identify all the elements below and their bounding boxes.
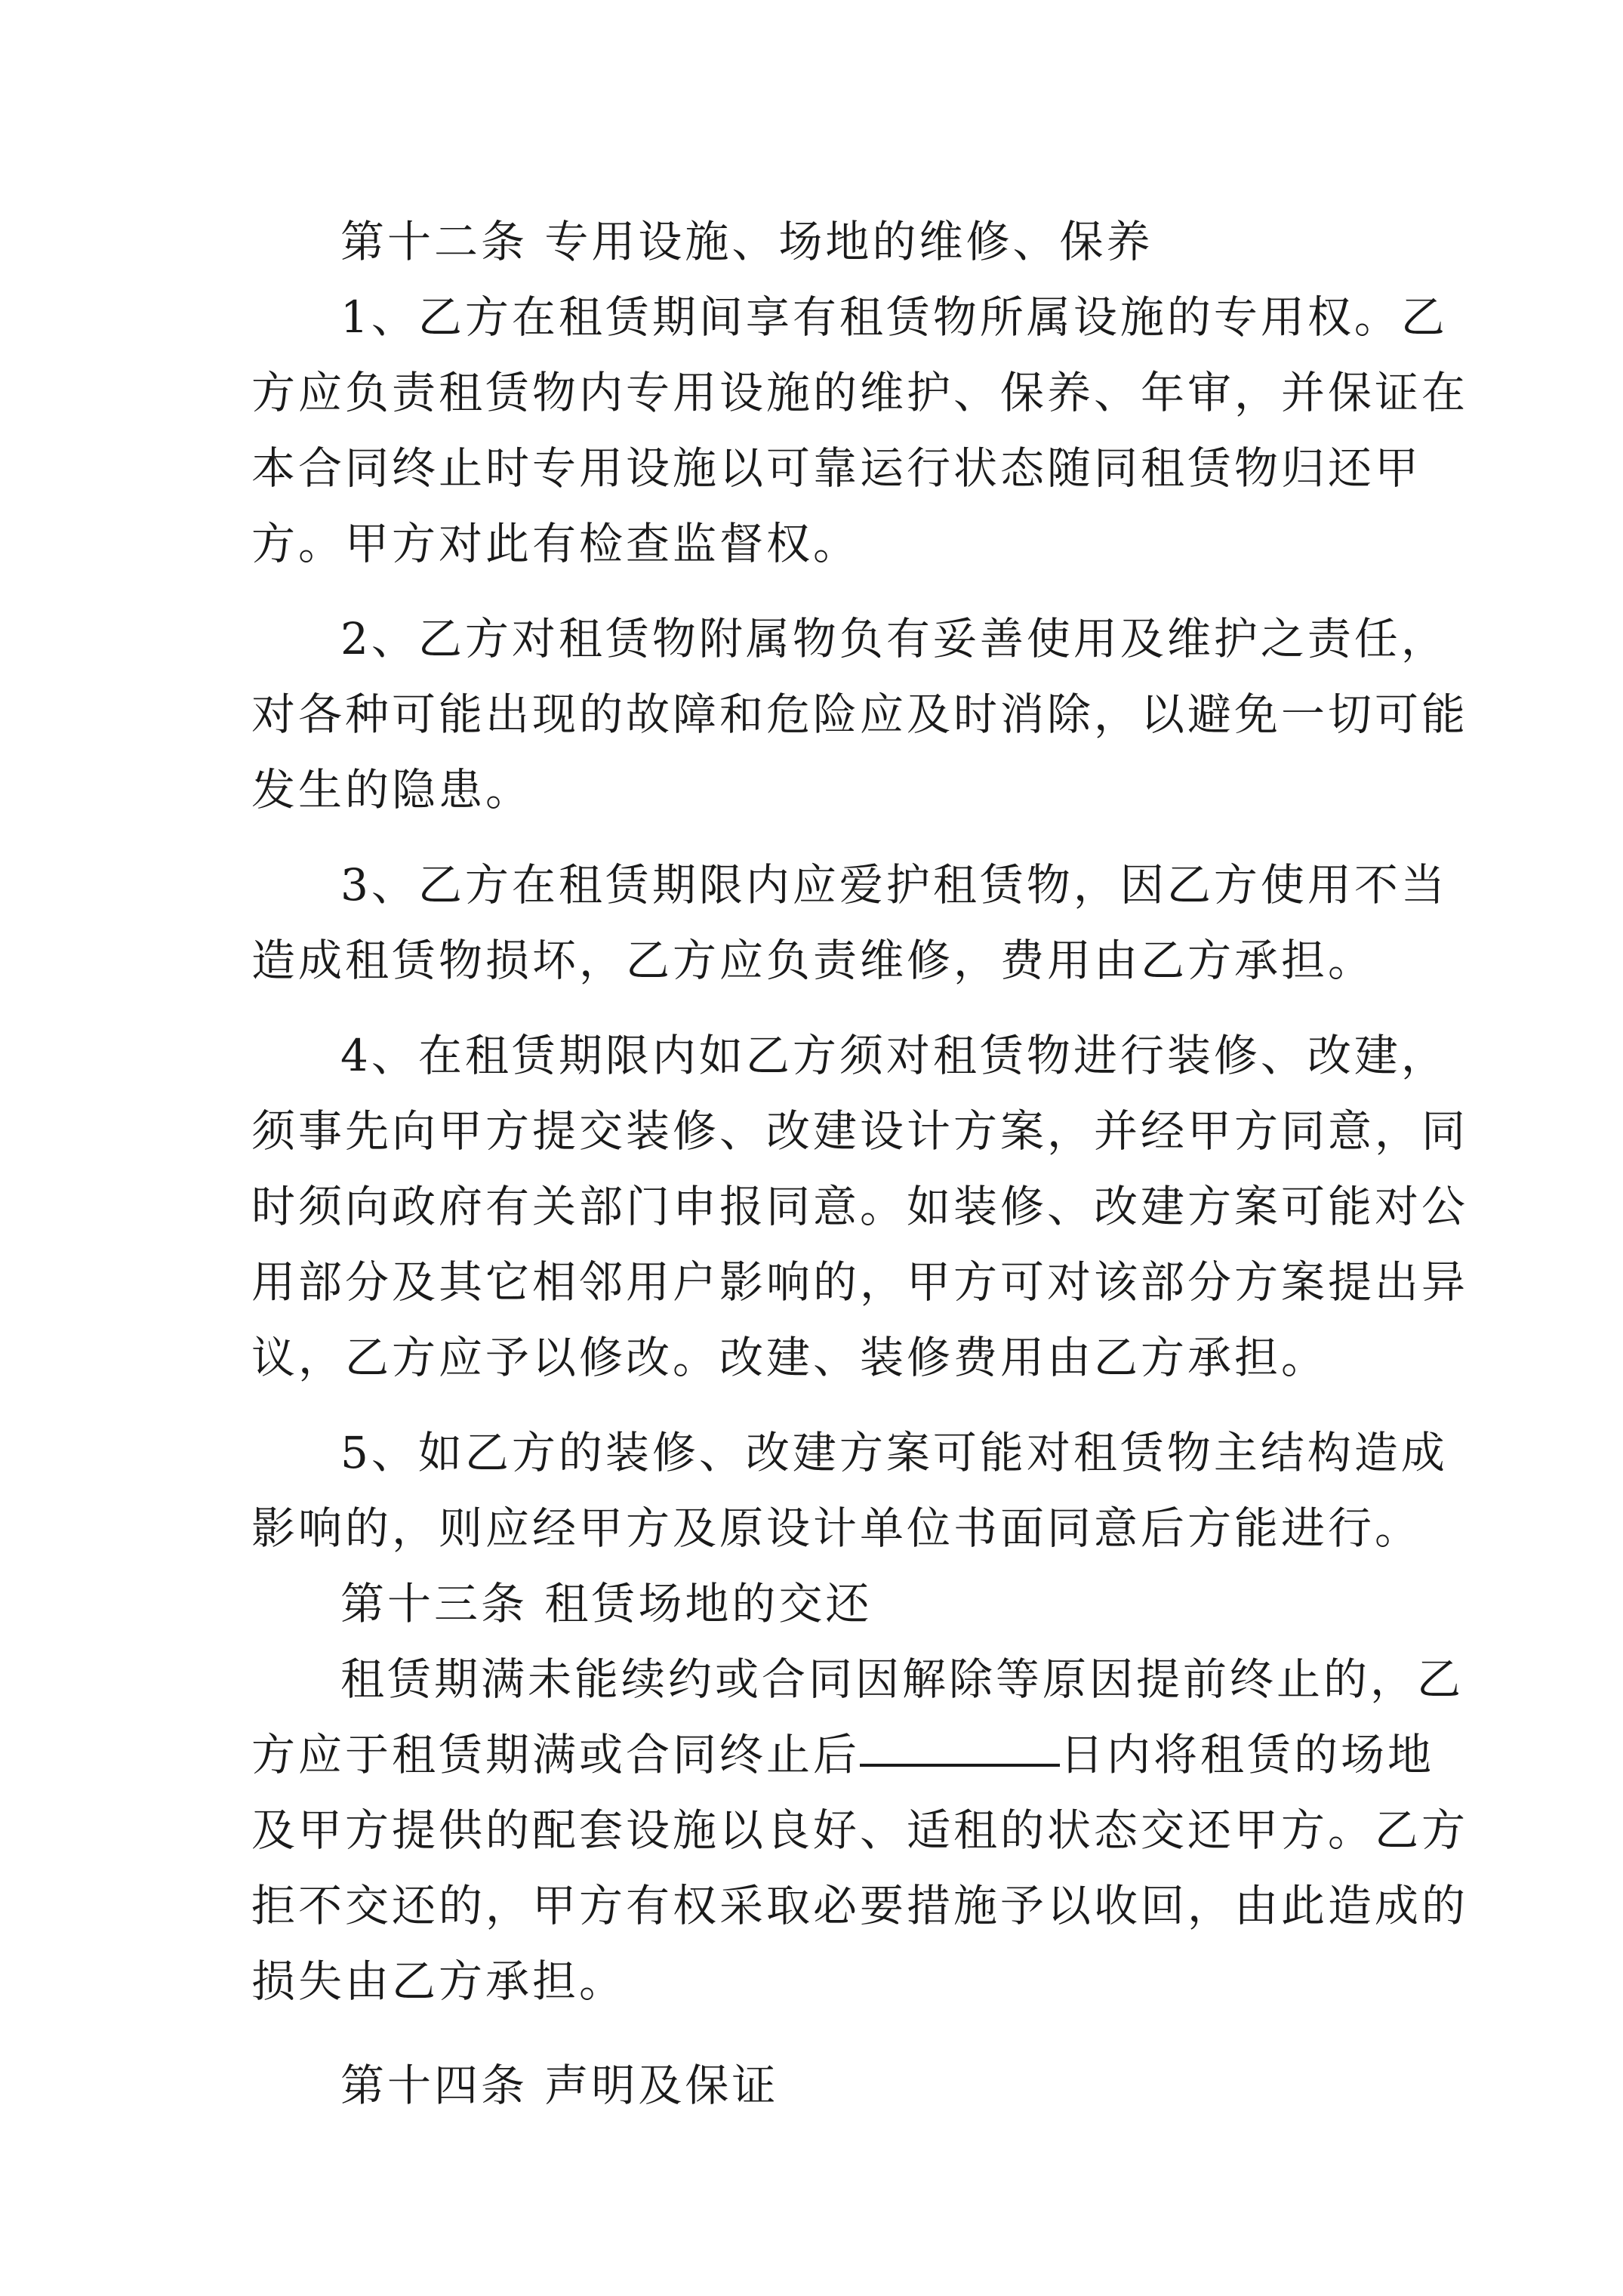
article-12-item-3: 3、乙方在租赁期限内应爱护租赁物，因乙方使用不当 造成租赁物损坏，乙方应负责维修，费用由乙方承担。 xyxy=(251,859,1448,986)
days-blank-field[interactable] xyxy=(860,1717,1060,1767)
article-13-line-with-blank: 方应于租赁期满或合同终止后 日内将租赁的场地 xyxy=(251,1717,1384,1792)
article-13-heading: 第十三条 租赁场地的交还 xyxy=(340,1578,873,1629)
article-12-item-2: 2、乙方对租赁物附属物负有妥善使用及维护之责任， 对各种可能出现的故障和危险应及时消除，以避免一切可能 发生的隐患。 xyxy=(251,613,1469,815)
article-12-item-1: 1、乙方在租赁期间享有租赁物所属设施的专用权。乙 方应负责租赁物内专用设施的维护、保养、年审，并保证在 本合同终止时专用设施以可靠运行状态随同租赁物归还甲 方。甲方对此有检查监督权。 xyxy=(251,291,1469,569)
article-12-item-5: 5、如乙方的装修、改建方案可能对租赁物主结构造成 影响的，则应经甲方及原设计单位书面同意后方能进行。 xyxy=(251,1427,1448,1554)
article-12-heading: 第十二条 专用设施、场地的维修、保养 xyxy=(340,216,1153,267)
article-13-body: 租赁期满未能续约或合同因解除等原因提前终止的，乙 方应于租赁期满或合同终止后 日内将租赁的场地 及甲方提供的配套设施以良好、适租的状态交还甲方。乙方 拒不交还的，甲方有权采取必要措施予以收回，由此造成的 损失由乙方承担。 xyxy=(251,1653,1469,2007)
article-12-item-4: 4、在租赁期限内如乙方须对租赁物进行装修、改建， 须事先向甲方提交装修、改建设计方案，并经甲方同意，同 时须向政府有关部门申报同意。如装修、改建方案可能对公 用部分及其它相邻用户影响的，甲方可对该部分方案提出异 议，乙方应予以修改。改建、装修费用由乙方承担。 xyxy=(251,1030,1469,1383)
document-page xyxy=(251,204,1469,2123)
article-14-heading: 第十四条 声明及保证 xyxy=(340,2060,779,2111)
